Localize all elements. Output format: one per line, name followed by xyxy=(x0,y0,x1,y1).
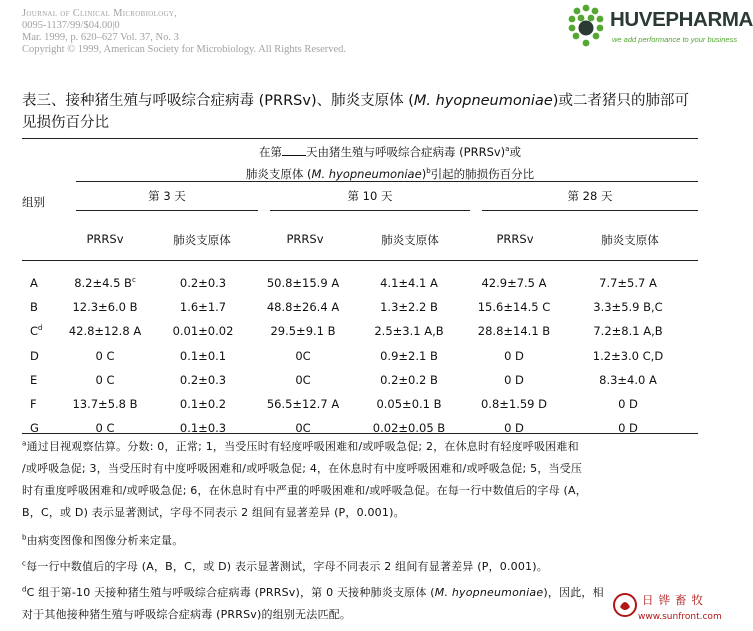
cell-d3-mhyo: 1.6±1.7 xyxy=(179,300,227,315)
group-column-header: 组别 xyxy=(22,195,45,209)
cell-d28-mhyo: 7.7±5.7 A xyxy=(599,276,657,290)
subheader-d28-prrsv: PRRSv xyxy=(496,232,534,246)
cell-d28-mhyo: 1.2±3.0 C,D xyxy=(592,348,664,363)
journal-issn: 0095-1137/99/$04.00|0 xyxy=(22,20,120,31)
journal-issue: Mar. 1999, p. 620–627 Vol. 37, No. 3 xyxy=(22,32,179,43)
caption-prefix: 表三、接种猪生殖与呼吸综合症病毒 (PRRSv)、肺炎支原体 ( xyxy=(22,93,414,109)
journal-name: Journal of Clinical Microbiology, xyxy=(22,8,178,19)
cell-d28-prrsv: 15.6±14.5 C xyxy=(477,300,551,315)
caption-species: M. hyopneumoniae xyxy=(413,93,553,109)
cell-d3-prrsv: 0 C xyxy=(95,372,115,387)
subheader-rule xyxy=(22,260,698,261)
footnote-c: $^c$每一行中数值后的字母 (A，B，C，或 D) 表示显著测试，字母不同表示 2 组间有显著差异 (P，0.001)。 xyxy=(22,559,548,573)
cell-d3-mhyo: 0.01±0.02 xyxy=(172,324,234,339)
cell-d28-mhyo: 3.3±5.9 B,C xyxy=(593,300,663,315)
footnote-d: $^d$C 组于第-10 天接种猪生殖与呼吸综合症病毒 (PRRSv)，第 0 天接种肺炎支原体 (M. hyopneumoniae)，因此，相 对于其他接种猪生殖与呼吸综合症病毒 (PRRSv)的组别无法匹配。 xyxy=(22,585,604,621)
cell-d10-mhyo: 0.02±0.05 B xyxy=(372,421,446,436)
cell-d3-prrsv: 0 C xyxy=(95,421,115,436)
cell-d10-mhyo: 0.9±2.1 B xyxy=(380,348,438,363)
span-header-line2: 肺炎支原体 (M. hyopneumoniae)$^b$引起的肺损伤百分比 xyxy=(245,167,535,181)
cell-d28-mhyo: 8.3±4.0 A xyxy=(599,372,657,387)
cell-d28-prrsv: 0 D xyxy=(504,348,524,363)
cell-d3-prrsv: 13.7±5.8 B xyxy=(72,397,138,411)
cell-d10-prrsv: 29.5±9.1 B xyxy=(270,324,336,339)
cell-d10-prrsv: 48.8±26.4 A xyxy=(266,300,340,315)
row-group-label: A xyxy=(30,276,38,290)
cell-d3-prrsv: 0 C xyxy=(95,348,115,363)
row-group-label: E xyxy=(30,372,38,387)
subheader-d10-mhyo: 肺炎支原体 xyxy=(381,233,439,247)
subheader-d10-prrsv: PRRSv xyxy=(286,232,324,246)
row-group-label: B xyxy=(30,300,38,315)
day28-header: 第 28 天 xyxy=(567,189,613,203)
cell-d3-prrsv: 8.2±4.5 $B^c$ xyxy=(74,276,136,290)
cell-d10-mhyo: 4.1±4.1 A xyxy=(380,276,438,290)
cell-d10-prrsv: 0C xyxy=(295,421,311,436)
subheader-d28-mhyo: 肺炎支原体 xyxy=(601,233,659,247)
table-caption xyxy=(22,90,698,134)
watermark-text: 日铧畜牧 xyxy=(642,593,708,607)
cell-d3-mhyo: 0.1±0.2 xyxy=(179,397,227,411)
cell-d28-mhyo: 0 D xyxy=(618,397,638,411)
table-top-rule xyxy=(22,138,698,139)
cell-d10-mhyo: 2.5±3.1 A,B xyxy=(374,324,444,339)
day10-header: 第 10 天 xyxy=(347,189,393,203)
cell-d10-mhyo: 0.2±0.2 B xyxy=(380,372,438,387)
cell-d28-prrsv: 0 D xyxy=(504,421,524,436)
day10-rule xyxy=(270,210,470,211)
row-group-label: $C^d$ xyxy=(30,324,43,339)
subheader-d3-prrsv: PRRSv xyxy=(86,232,124,246)
cell-d3-mhyo: 0.1±0.1 xyxy=(179,348,227,363)
cell-d28-prrsv: 0.8±1.59 D xyxy=(480,397,548,411)
row-group-label: F xyxy=(30,397,37,411)
cell-d10-mhyo: 0.05±0.1 B xyxy=(376,397,442,411)
cell-d28-prrsv: 0 D xyxy=(504,372,524,387)
day3-header: 第 3 天 xyxy=(148,189,186,203)
cell-d10-prrsv: 0C xyxy=(295,372,311,387)
day28-rule xyxy=(482,210,698,211)
span-header-line1: 在第 天由猪生殖与呼吸综合症病毒 (PRRSv)$^a$或 xyxy=(259,145,521,159)
logo-wordmark: HUVEPHARMA xyxy=(610,8,753,31)
subheader-d3-mhyo: 肺炎支原体 xyxy=(173,233,231,247)
cell-d3-mhyo: 0.1±0.3 xyxy=(179,421,227,436)
cell-d3-prrsv: 42.8±12.8 A xyxy=(68,324,142,339)
row-group-label: D xyxy=(30,348,39,363)
watermark-logo-icon xyxy=(612,592,638,618)
blank-day xyxy=(282,145,306,156)
cell-d3-mhyo: 0.2±0.3 xyxy=(179,372,227,387)
watermark-url: www.sunfront.com xyxy=(638,612,722,622)
journal-copyright: Copyright © 1999, American Society for Microbiology. All Rights Reserved. xyxy=(22,44,347,55)
cell-d10-prrsv: 50.8±15.9 A xyxy=(266,276,340,290)
cell-d3-prrsv: 12.3±6.0 B xyxy=(72,300,138,315)
cell-d10-prrsv: 56.5±12.7 A xyxy=(266,397,340,411)
day3-rule xyxy=(76,210,258,211)
logo-leaf-icon xyxy=(566,4,606,48)
sunfront-watermark xyxy=(610,590,722,628)
logo-tagline: we add performance to your business xyxy=(612,35,738,44)
cell-d28-mhyo: 7.2±8.1 A,B xyxy=(593,324,663,339)
cell-d10-mhyo: 1.3±2.2 B xyxy=(380,300,438,315)
cell-d10-prrsv: 0C xyxy=(295,348,311,363)
caption-suffix: )或二者猪只的肺部可见损伤百分比 xyxy=(22,93,689,131)
huvepharma-logo xyxy=(566,2,753,50)
row-group-label: G xyxy=(30,421,39,436)
cell-d28-prrsv: 42.9±7.5 A xyxy=(481,276,547,290)
footnote-b: $^b$由病变图像和图像分析来定量。 xyxy=(22,533,184,547)
footnote-a: $^a$通过目视观察估算。分数: 0，正常; 1，当受压时有轻度呼吸困难和/或呼吸急促; 2，在休息时有轻度呼吸困难和 /或呼吸急促; 3，当受压时有中度呼吸困难和/或呼吸急促; 4，在休息时有中度呼吸困难和/或呼吸急促; 5，当受压 时有重度呼吸困难和/或呼吸急促; 6，在休息时有中严重的呼吸困难和/或呼吸急促。在每一行中数值后的字母 (A， B，C，或 D) 表示显著测试，字母不同表示 2 组间有显著差异 (P，0.001)。 xyxy=(22,439,587,519)
cell-d28-prrsv: 28.8±14.1 B xyxy=(477,324,551,339)
cell-d3-mhyo: 0.2±0.3 xyxy=(179,276,227,290)
journal-header xyxy=(22,8,492,56)
cell-d28-mhyo: 0 D xyxy=(618,421,638,436)
